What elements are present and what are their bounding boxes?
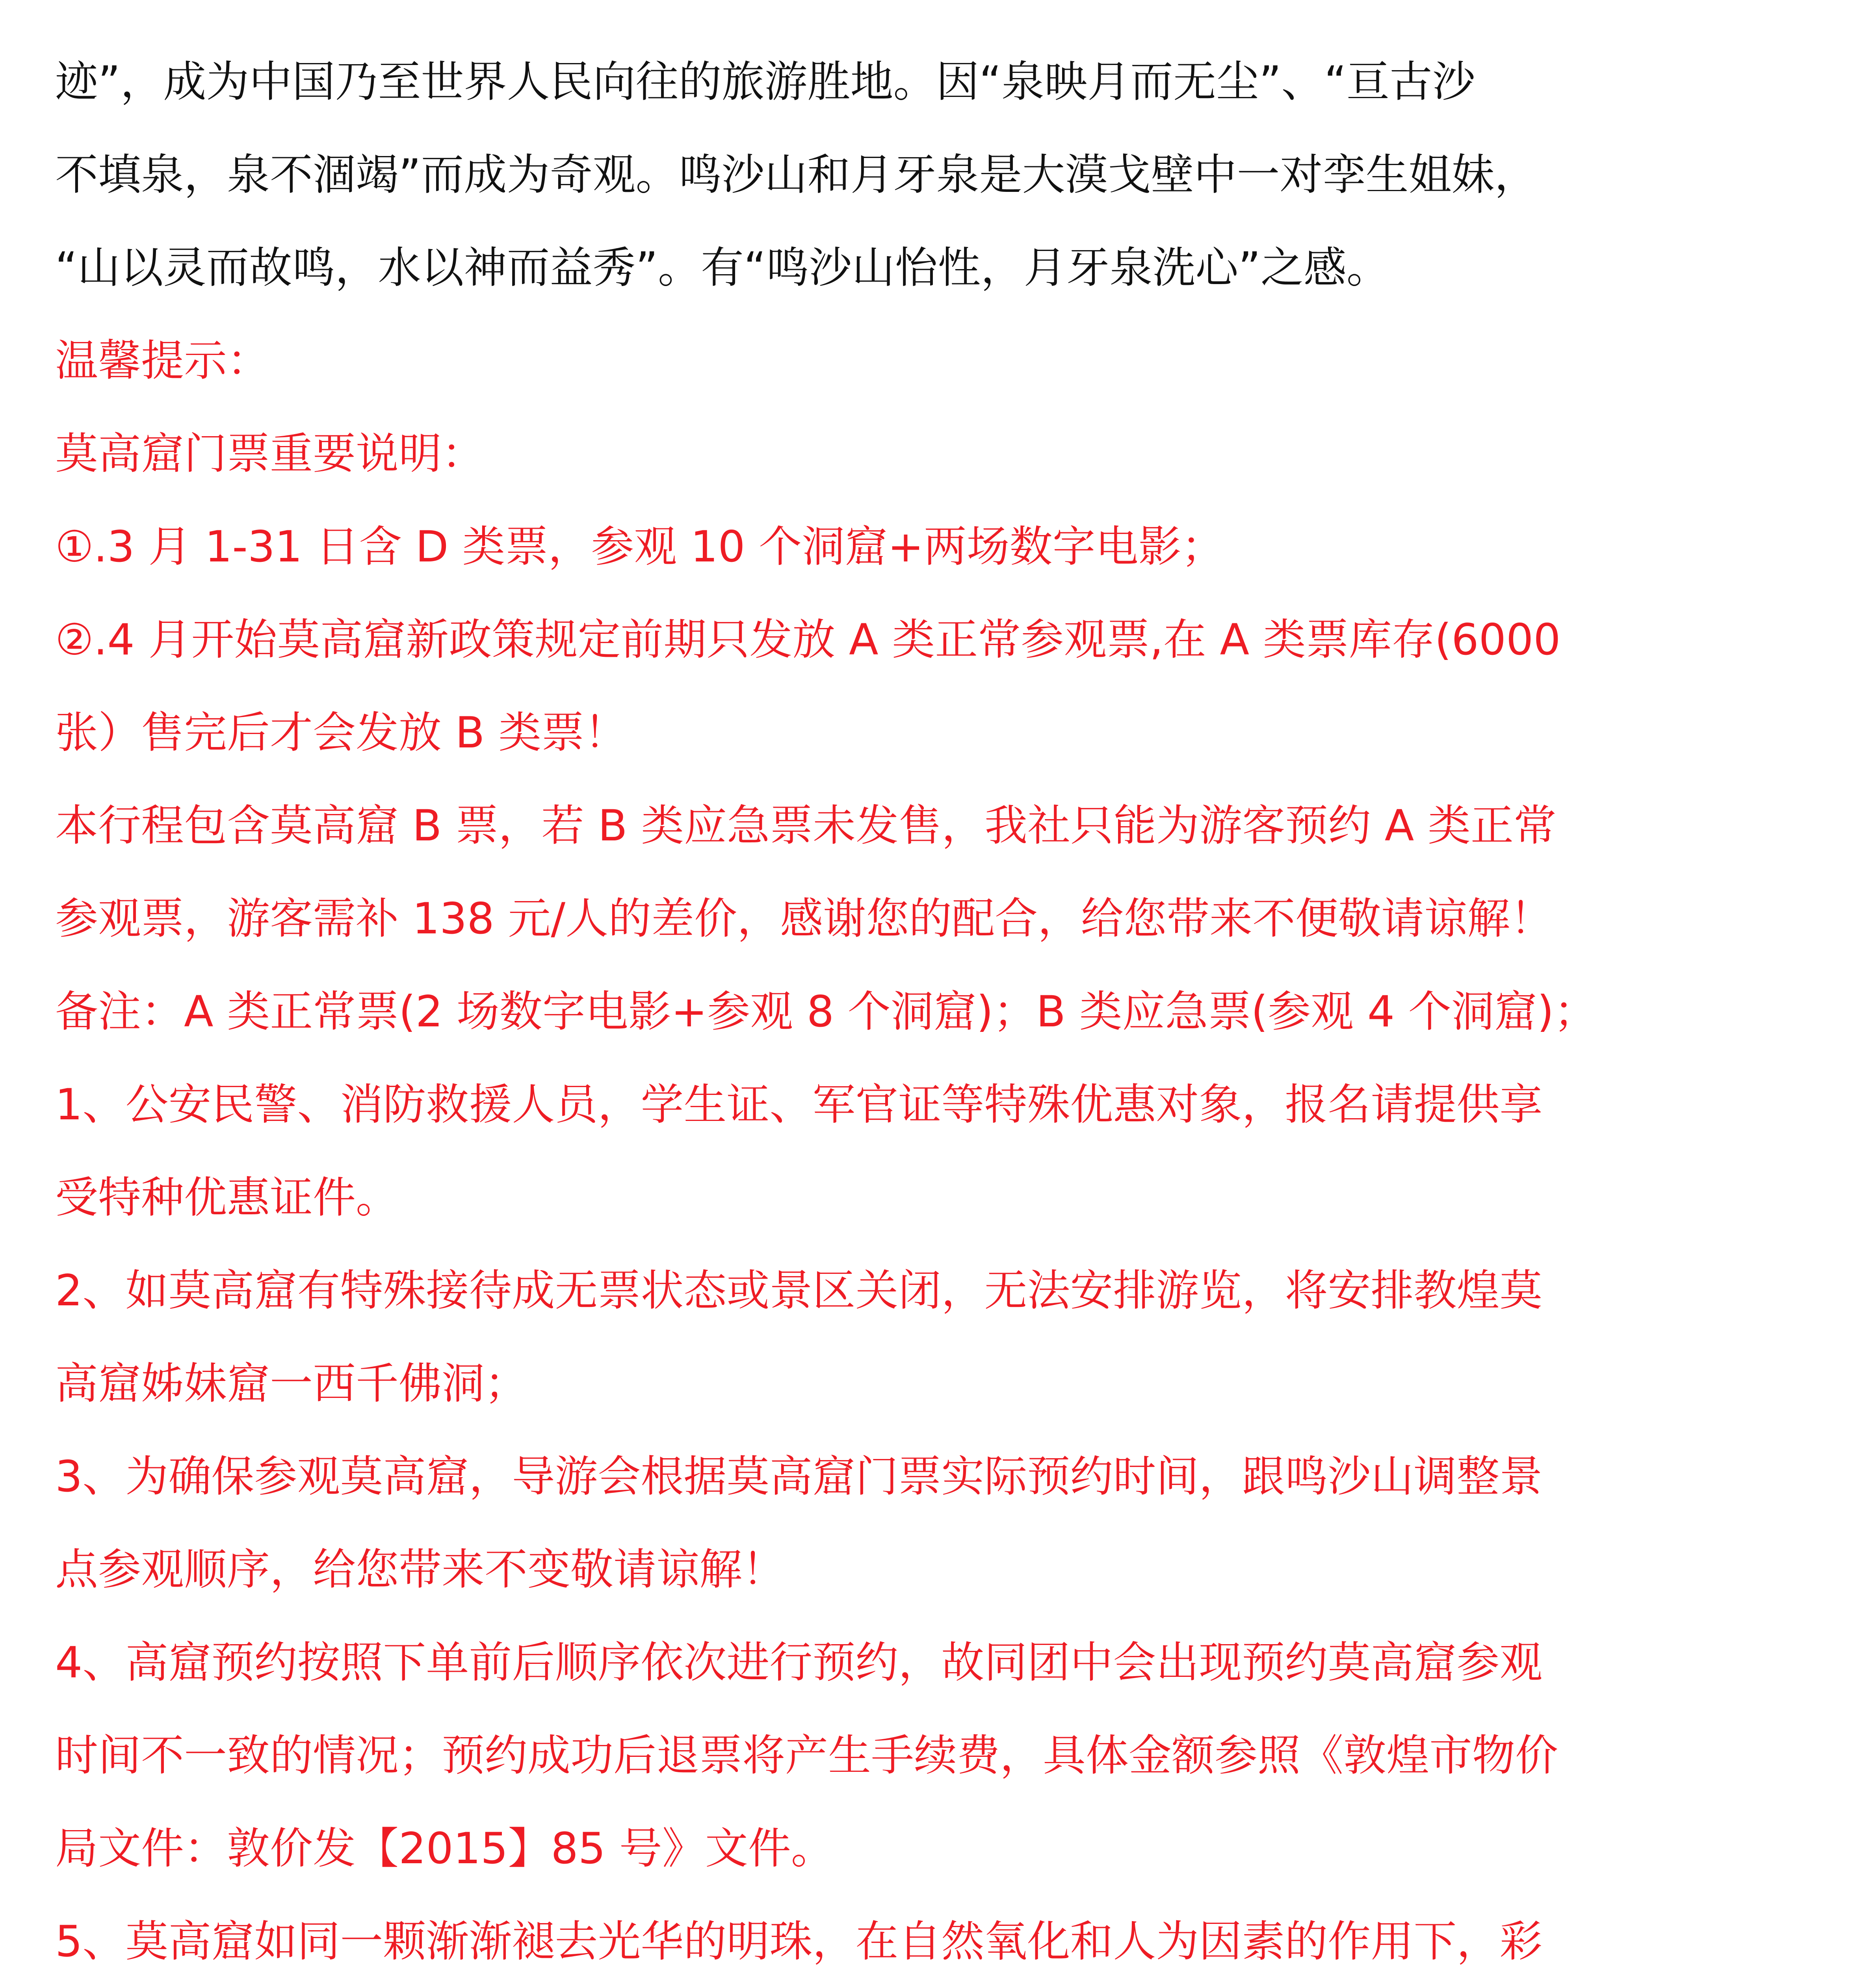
ticket-notes-heading: 莫高窟门票重要说明：: [55, 429, 485, 479]
notice-line: 局文件：敦价发【2015】85 号》文件。: [55, 1823, 834, 1873]
notice-line: 备注：A 类正常票(2 场数字电影+参观 8 个洞窟)；B 类应急票(参观 4 个洞窟)；: [55, 987, 1597, 1037]
notice-line: 参观票，游客需补 138 元/人的差价，感谢您的配合，给您带来不便敬请谅解！: [55, 894, 1553, 944]
notice-section: [55, 314, 1824, 1970]
intro-line: “山以灵而故鸣，水以神而益秀”。有“鸣沙山怡性，月牙泉洗心”之感。: [55, 243, 1389, 293]
notice-line: ②.4 月开始莫高窟新政策规定前期只发放 A 类正常参观票,在 A 类票库存(6000: [55, 615, 1561, 665]
notice-line: 4、高窟预约按照下单前后顺序依次进行预约，故同团中会出现预约莫高窟参观: [55, 1637, 1543, 1688]
intro-line: 不填泉，泉不涸竭”而成为奇观。鸣沙山和月牙泉是大漠戈壁中一对孪生姐妹，: [55, 150, 1538, 200]
notice-line: 时间不一致的情况；预约成功后退票将产生手续费，具体金额参照《敦煌市物价: [55, 1730, 1558, 1780]
document-page: [55, 35, 1824, 1970]
notice-line: 张）售完后才会发放 B 类票！: [55, 708, 628, 758]
notice-line: 1、公安民警、消防救援人员，学生证、军官证等特殊优惠对象，报名请提供享: [55, 1080, 1543, 1130]
notice-line: 本行程包含莫高窟 B 票，若 B 类应急票未发售，我社只能为游客预约 A 类正常: [55, 801, 1557, 851]
notice-line: 点参观顺序，给您带来不变敬请谅解！: [55, 1544, 785, 1595]
notice-line: 2、如莫高窟有特殊接待成无票状态或景区关闭，无法安排游览，将安排教煌莫: [55, 1266, 1543, 1316]
intro-line: 迹”，成为中国乃至世界人民向往的旅游胜地。因“泉映月而无尘”、“亘古沙: [55, 57, 1475, 107]
notice-heading: 温馨提示：: [55, 336, 270, 386]
notice-line: 3、为确保参观莫高窟，导游会根据莫高窟门票实际预约时间，跟鸣沙山调整景: [55, 1451, 1543, 1502]
notice-line: 5、莫高窟如同一颗渐渐褪去光华的明珠，在自然氧化和人为因素的作用下，彩: [55, 1916, 1543, 1966]
intro-paragraph: [55, 35, 1824, 314]
notice-line: 受特种优惠证件。: [55, 1173, 399, 1223]
notice-line: ①.3 月 1-31 日含 D 类票，参观 10 个洞窟+两场数字电影；: [55, 522, 1224, 572]
notice-line: 高窟姊妹窟一西千佛洞；: [55, 1359, 528, 1409]
